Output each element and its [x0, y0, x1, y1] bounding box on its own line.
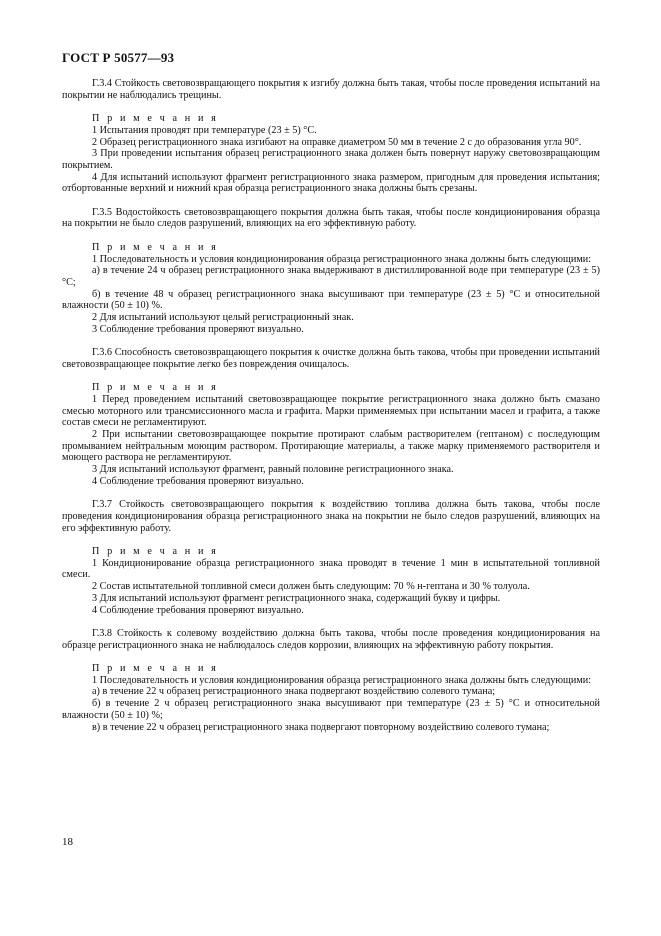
note-item: 3 Для испытаний используют фрагмент регистрационного знака, содержащий букву и цифры. [92, 592, 501, 604]
note-item: а) в течение 24 ч образец регистрационного знака выдерживают в дистиллированной воде при температуре (23 ± 5) °С; [62, 265, 600, 288]
note-item: 4 Соблюдение требования проверяют визуально. [92, 475, 304, 487]
note-item: 2 Образец регистрационного знака изгибают на оправке диаметром 50 мм в течение 2 с до образования угла 90°. [92, 136, 582, 148]
note-item: 2 Состав испытательной топливной смеси должен быть следующим: 70 % н-гептана и 30 % толуола. [92, 581, 530, 593]
notes-title: П р и м е ч а н и я [92, 382, 219, 394]
note-item: а) в течение 22 ч образец регистрационного знака подвергают воздействию солевого тумана; [92, 686, 496, 698]
note-item: 1 Последовательность и условия кондиционирования образца регистрационного знака должны быть следующими: [92, 674, 592, 686]
note-item: 1 Перед проведением испытаний световозвращающее покрытие регистрационного знака должно быть смазано смесью моторного или трансмиссионного масла и графита. Марки применяемых при испытании масел и графита, а также состав смеси не регламентируют. [62, 393, 600, 429]
notes-title: П р и м е ч а н и я [92, 663, 219, 675]
notes-title: П р и м е ч а н и я [92, 546, 219, 558]
section-g-3-6: Г.3.6 Способность световозвращающего покрытия к очистке должна быть такова, чтобы при проведении испытаний световозвращающее покрытие легко без повреждения очищалось. [62, 347, 600, 370]
note-item: 4 Для испытаний используют фрагмент регистрационного знака размером, пригодным для проведения испытания; отбортованные верхний и нижний края образца регистрационного знака должны быть срезаны. [62, 171, 600, 195]
notes-title: П р и м е ч а н и я [92, 113, 219, 125]
page-number: 18 [62, 836, 73, 848]
note-item: 1 Испытания проводят при температуре (23 ± 5) °С. [92, 124, 317, 136]
note-item: 3 Соблюдение требования проверяют визуально. [92, 323, 304, 335]
note-item: 1 Кондиционирование образца регистрационного знака проводят в течение 1 мин в испытательной топливной смеси. [62, 557, 600, 581]
note-item: 3 Для испытаний используют фрагмент, равный половине регистрационного знака. [92, 464, 454, 476]
section-g-3-8: Г.3.8 Стойкость к солевому воздействию должна быть такова, чтобы после проведения кондиционирования на образце регистрационного знака не наблюдалось следов коррозии, влияющих на эффективную работу покрытия. [62, 627, 600, 651]
section-g-3-5: Г.3.5 Водостойкость световозвращающего покрытия должна быть такая, чтобы после кондиционирования образца на покрытии не было следов разрушений, влияющих на его эффективную работу. [62, 206, 600, 230]
document-body [62, 78, 600, 733]
section-g-3-7: Г.3.7 Стойкость световозвращающего покрытия к воздействию топлива должна быть такова, чтобы после проведения кондиционирования образца регистрационного знака на покрытии не было следов разрушений, влияющих на его эффективную работу. [62, 499, 600, 534]
document-code: ГОСТ Р 50577—93 [62, 50, 175, 65]
note-item: б) в течение 2 ч образец регистрационного знака высушивают при температуре (23 ± 5) °С и относительной влажности (50 ± 10) %; [62, 698, 600, 721]
note-item: 1 Последовательность и условия кондиционирования образца регистрационного знака должны быть следующими: [92, 253, 592, 265]
note-item: 4 Соблюдение требования проверяют визуально. [92, 604, 304, 616]
note-item: 2 При испытании световозвращающее покрытие протирают слабым растворителем (гептаном) с последующим промыванием нейтральным моющим раствором. Протирающие материалы, а также марку применяемого растворителя и моющего раствора не регламентируют. [62, 429, 600, 464]
note-item: 2 Для испытаний используют целый регистрационный знак. [92, 312, 354, 324]
note-item: 3 При проведении испытания образец регистрационного знака должен быть повернут наружу световозвращающим покрытием. [62, 148, 600, 171]
section-g-3-4: Г.3.4 Стойкость световозвращающего покрытия к изгибу должна быть такая, чтобы после проведения испытаний на покрытии не наблюдались трещины. [62, 78, 600, 101]
note-item: б) в течение 48 ч образец регистрационного знака высушивают при температуре (23 ± 5) °С и относительной влажности (50 ± 10) %. [62, 288, 600, 312]
note-item: в) в течение 22 ч образец регистрационного знака подвергают повторному воздействию солевого тумана; [92, 721, 550, 733]
notes-title: П р и м е ч а н и я [92, 241, 219, 253]
